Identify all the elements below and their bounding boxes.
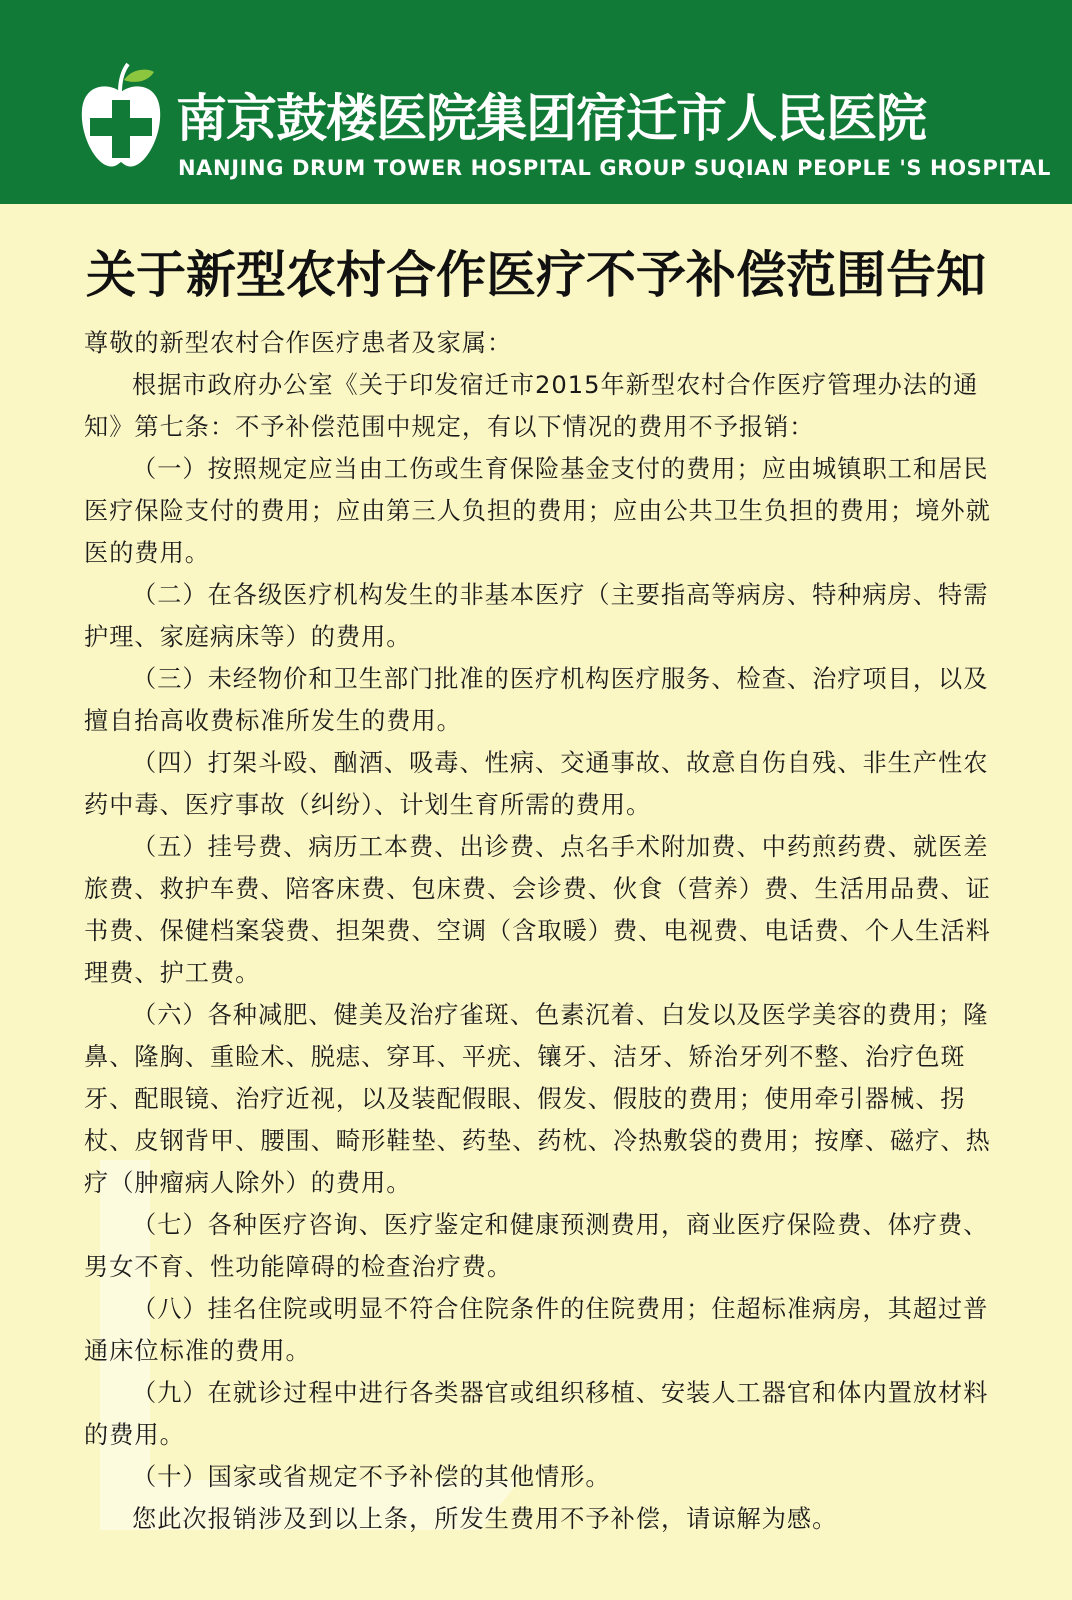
hospital-name-cn: 南京鼓楼医院集团宿迁市人民医院 (176, 90, 927, 149)
exclusion-item-2: （二）在各级医疗机构发生的非基本医疗（主要指高等病房、特种病房、特需护理、家庭病床等）的费用。 (84, 581, 989, 651)
exclusion-item-10: （十）国家或省规定不予补偿的其他情形。 (132, 1463, 611, 1491)
exclusion-item-5: （五）挂号费、病历工本费、出诊费、点名手术附加费、中药煎药费、就医差旅费、救护车费、陪客床费、包床费、会诊费、伙食（营养）费、生活用品费、证书费、保健档案袋费、担架费、空调（含取暖）费、电视费、电话费、个人生活料理费、护工费。 (84, 833, 991, 987)
exclusion-item-4: （四）打架斗殴、酗酒、吸毒、性病、交通事故、故意自伤自残、非生产性农药中毒、医疗事故（纠纷）、计划生育所需的费用。 (84, 749, 989, 819)
closing-sentence: 您此次报销涉及到以上条，所发生费用不予补偿，请谅解为感。 (132, 1505, 838, 1533)
exclusion-item-8: （八）挂名住院或明显不符合住院条件的住院费用；住超标准病房，其超过普通床位标准的费用。 (84, 1295, 989, 1365)
intro-paragraph: 根据市政府办公室《关于印发宿迁市2015年新型农村合作医疗管理办法的通知》第七条：不予补偿范围中规定，有以下情况的费用不予报销： (84, 371, 979, 441)
notice-title: 关于新型农村合作医疗不予补偿范围告知 (86, 246, 986, 304)
exclusion-item-3: （三）未经物价和卫生部门批准的医疗机构医疗服务、检查、治疗项目，以及擅自抬高收费标准所发生的费用。 (84, 665, 989, 735)
salutation: 尊敬的新型农村合作医疗患者及家属： (84, 329, 513, 357)
hospital-header (0, 0, 1072, 204)
notice-body (84, 322, 1004, 1540)
exclusion-item-1: （一）按照规定应当由工伤或生育保险基金支付的费用；应由城镇职工和居民医疗保险支付的费用；应由第三人负担的费用；应由公共卫生负担的费用；境外就医的费用。 (84, 455, 991, 567)
exclusion-item-7: （七）各种医疗咨询、医疗鉴定和健康预测费用，商业医疗保险费、体疗费、男女不育、性功能障碍的检查治疗费。 (84, 1211, 989, 1281)
hospital-name-en: NANJING DRUM TOWER HOSPITAL GROUP SUQIAN PEOPLE 'S HOSPITAL (178, 156, 1051, 180)
exclusion-item-9: （九）在就诊过程中进行各类器官或组织移植、安装人工器官和体内置放材料的费用。 (84, 1379, 989, 1449)
exclusion-item-6: （六）各种减肥、健美及治疗雀斑、色素沉着、白发以及医学美容的费用；隆鼻、隆胸、重睑术、脱痣、穿耳、平疣、镶牙、洁牙、矫治牙列不整、治疗色斑牙、配眼镜、治疗近视，以及装配假眼、假发、假肢的费用；使用牵引器械、拐杖、皮钢背甲、腰围、畸形鞋垫、药垫、药枕、冷热敷袋的费用；按摩、磁疗、热疗（肿瘤病人除外）的费用。 (84, 1001, 991, 1197)
apple-cross-icon (78, 62, 164, 170)
